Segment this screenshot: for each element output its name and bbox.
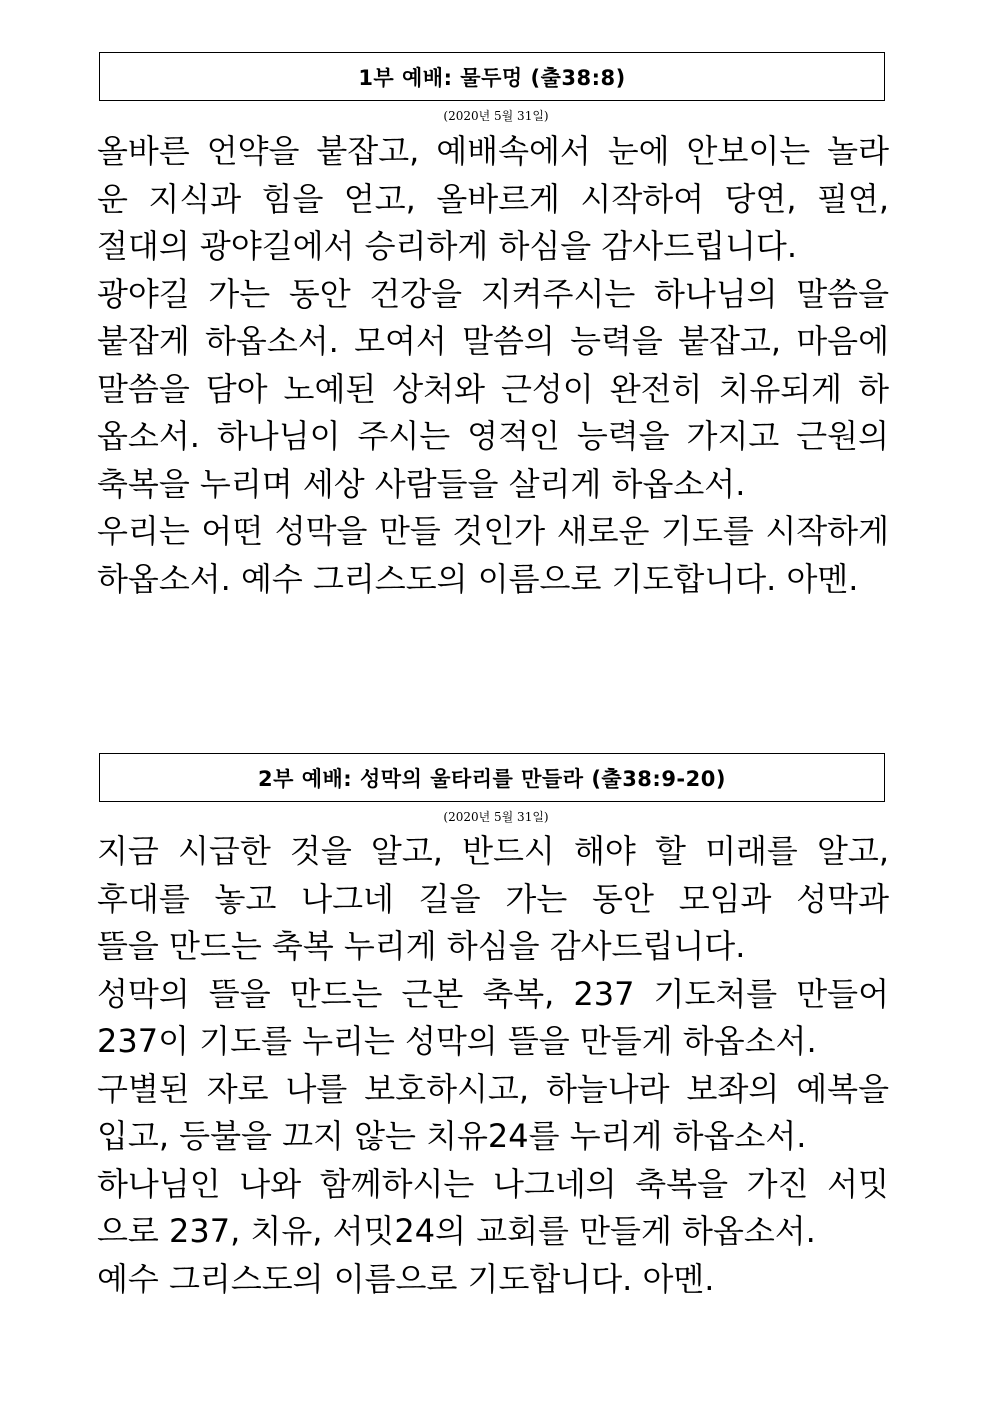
- section-1-line: 축복을 누리며 세상 사람들을 살리게 하옵소서.: [97, 464, 746, 503]
- section-1-line: 절대의 광야길에서 승리하게 하심을 감사드립니다.: [97, 227, 798, 265]
- section-2-line: 지금 시급한 것을 알고, 반드시 해야 할 미래를 알고,: [97, 832, 889, 870]
- section-2-line: 구별된 자로 나를 보호하시고, 하늘나라 보좌의 예복을: [97, 1069, 889, 1108]
- section-1-line: 옵소서. 하나님이 주시는 영적인 능력을 가지고 근원의: [97, 417, 889, 455]
- section-1-line: 하옵소서. 예수 그리스도의 이름으로 기도합니다. 아멘.: [97, 559, 859, 598]
- section-2-line: 으로 237, 치유, 서밋24의 교회를 만들게 하옵소서.: [97, 1212, 816, 1250]
- section-2-body: [97, 828, 889, 1303]
- section-1-line: 광야길 가는 동안 건강을 지켜주시는 하나님의 말씀을: [97, 274, 889, 313]
- section-2-line: 예수 그리스도의 이름으로 기도합니다. 아멘.: [97, 1259, 715, 1298]
- section-2-date: (2020년 5월 31일): [443, 810, 549, 824]
- section-1-body: [97, 128, 889, 603]
- section-2-line: 237이 기도를 누리는 성막의 뜰을 만들게 하옵소서.: [97, 1022, 817, 1060]
- section-2-title-text: 2부 예배: 성막의 울타리를 만들라 (출38:9-20): [258, 766, 726, 791]
- section-2-line: 후대를 놓고 나그네 길을 가는 동안 모임과 성막과: [97, 879, 889, 918]
- section-2-line: 입고, 등불을 끄지 않는 치유24를 누리게 하옵소서.: [97, 1117, 807, 1155]
- section-1-title-text: 1부 예배: 물두멍 (출38:8): [358, 65, 626, 90]
- section-2-title: [99, 753, 885, 802]
- section-1-line: 올바른 언약을 붙잡고, 예배속에서 눈에 안보이는 놀라: [97, 132, 889, 170]
- section-2-line: 뜰을 만드는 축복 누리게 하심을 감사드립니다.: [97, 927, 746, 965]
- section-1-line: 운 지식과 힘을 얻고, 올바르게 시작하여 당연, 필연,: [97, 179, 889, 218]
- section-2-line: 하나님인 나와 함께하시는 나그네의 축복을 가진 서밋: [97, 1164, 889, 1203]
- section-1-title: [99, 52, 885, 101]
- section-1-line: 우리는 어떤 성막을 만들 것인가 새로운 기도를 시작하게: [97, 512, 889, 550]
- section-2-line: 성막의 뜰을 만드는 근본 축복, 237 기도처를 만들어: [97, 974, 889, 1013]
- section-1-line: 말씀을 담아 노예된 상처와 근성이 완전히 치유되게 하: [97, 369, 889, 408]
- section-1-date: (2020년 5월 31일): [443, 109, 549, 123]
- section-1-line: 붙잡게 하옵소서. 모여서 말씀의 능력을 붙잡고, 마음에: [97, 322, 889, 360]
